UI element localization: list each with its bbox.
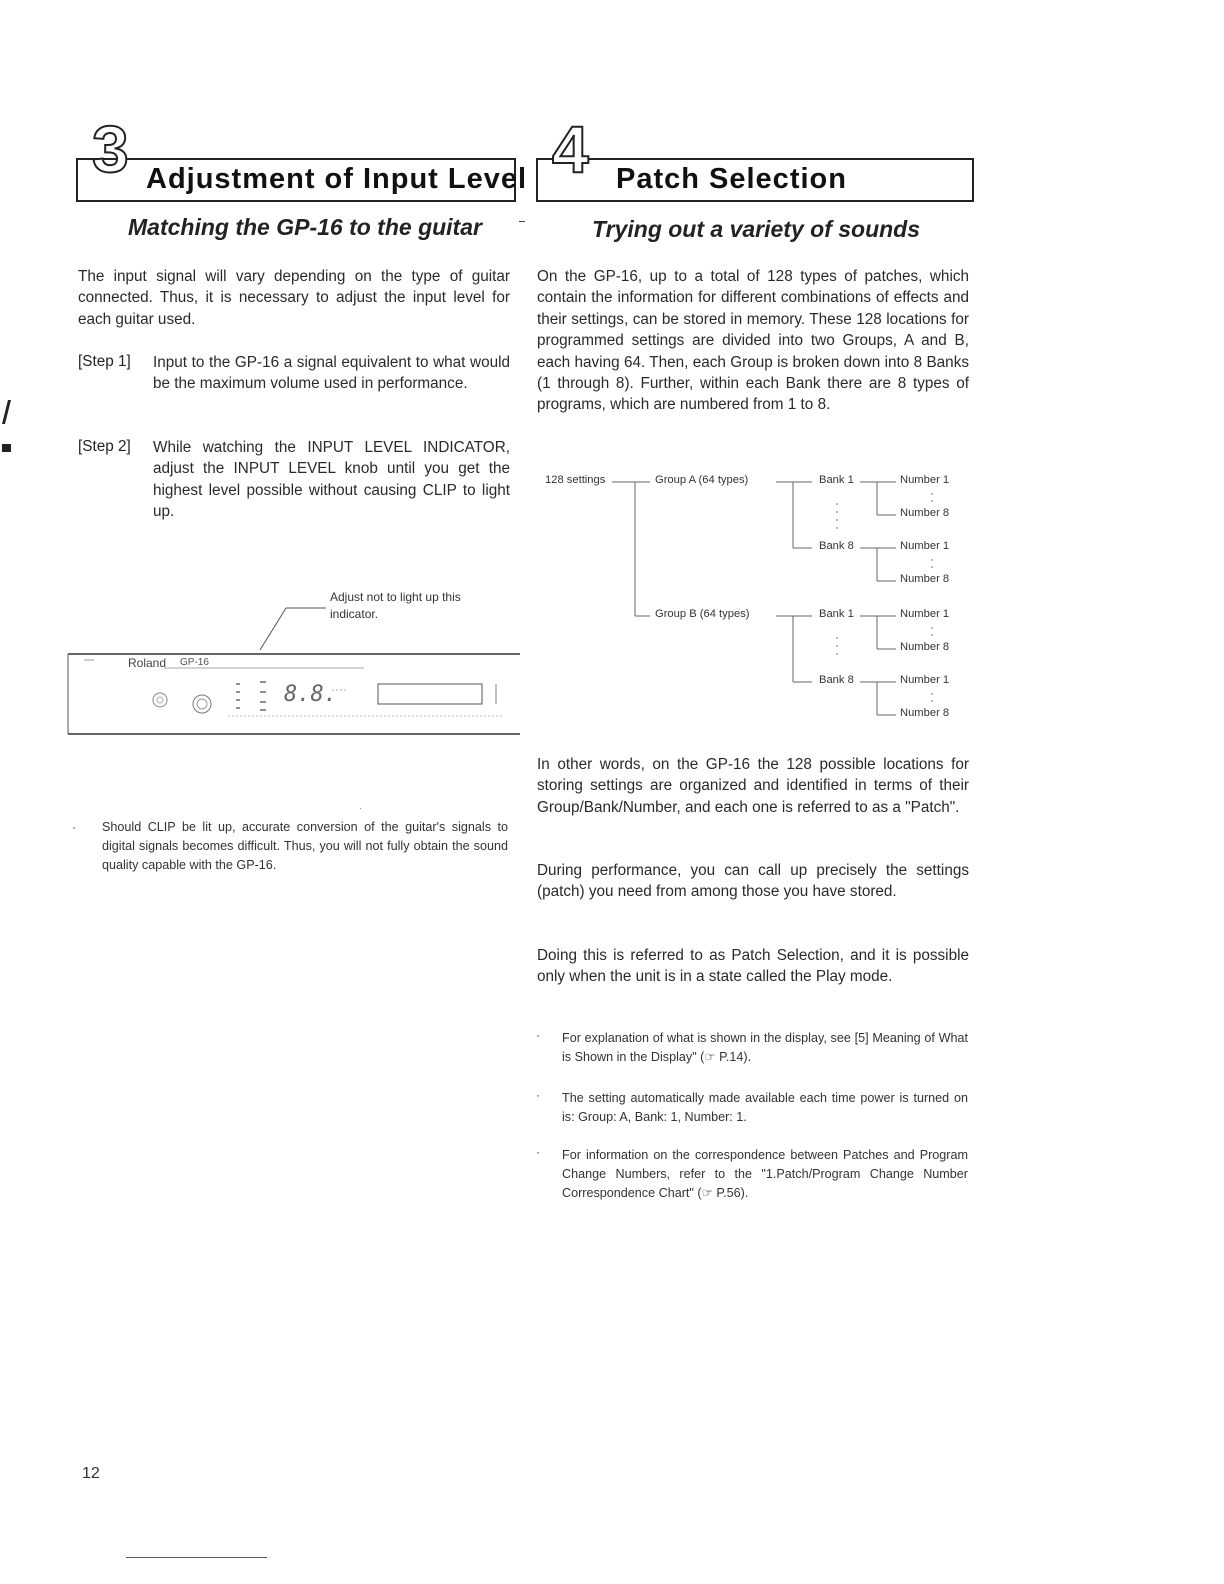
output-knob — [193, 695, 211, 713]
tree-group-a: Group A (64 types) — [655, 474, 749, 486]
margin-block — [2, 444, 11, 452]
note2-bullet: · — [536, 1088, 540, 1102]
section4-para2: In other words, on the GP-16 the 128 possible locations for storing settings are organized and identified in terms of their Group/Bank/Number, and each one is referred to as a "Patch". — [537, 756, 969, 816]
section4-para4: Doing this is referred to as Patch Selection, and it is possible only when the unit is in a state called the Play mode. — [537, 947, 969, 986]
note-separator — [360, 808, 361, 809]
tree-b8-number8: Number 8 — [900, 707, 950, 719]
step1-text: Input to the GP-16 a signal equivalent to what would be the maximum volume used in performance. — [153, 354, 510, 393]
section3-number: 3 — [92, 112, 129, 186]
figure-callout: Adjust not to light up this indicator. — [330, 590, 461, 621]
input-level-indicator — [236, 682, 266, 710]
note1-bullet: · — [536, 1028, 540, 1042]
section4-note3: For information on the correspondence between Patches and Program Change Numbers, refer to the "1.Patch/Program Change Number Correspondence Chart" (☞ P.56). — [562, 1148, 968, 1200]
section4-intro: On the GP-16, up to a total of 128 types of patches, which contain the information for different combinations of effects and their settings, can be stored in memory. These 128 locations for programmed settings are divided into two Groups, A and B, each having 64. Then, each Group is broken down into 8 Banks (1 through 8). Further, within each Bank there are 8 types of programs, which are numbered from 1 to 8. — [537, 268, 969, 414]
tree-a-bank8: Bank 8 — [819, 540, 854, 552]
panel-led-display: 8.8. — [284, 682, 337, 707]
step2-text: While watching the INPUT LEVEL INDICATOR, adjust the INPUT LEVEL knob until you get the highest level possible without causing CLIP to light up. — [153, 439, 510, 521]
note3-bullet: · — [536, 1145, 540, 1159]
tree-b1-number8: Number 8 — [900, 641, 950, 653]
section4-note2: The setting automatically made available each time power is turned on is: Group: A, Bank: 1, Number: 1. — [562, 1091, 968, 1124]
panel-model: GP-16 — [180, 657, 209, 668]
tree-a8-number8: Number 8 — [900, 573, 950, 585]
tree-a-bank1: Bank 1 — [819, 474, 854, 486]
section4-para3: During performance, you can call up precisely the settings (patch) you need from among those you have stored. — [537, 862, 969, 901]
tree-a1-number1: Number 1 — [900, 474, 950, 486]
section3-title: Adjustment of Input Level — [146, 163, 528, 195]
section3-intro: The input signal will vary depending on the type of guitar connected. Thus, it is necessary to adjust the input level for each guitar used. — [78, 268, 510, 328]
margin-mark — [2, 400, 11, 424]
page-number: 12 — [82, 1465, 100, 1482]
section4-title: Patch Selection — [616, 163, 847, 195]
note-bullet: · — [72, 820, 76, 834]
input-level-knob — [153, 693, 167, 707]
tree-b1-number1: Number 1 — [900, 608, 950, 620]
bottom-rule — [126, 1557, 267, 1558]
section4-note1: For explanation of what is shown in the display, see [5] Meaning of What is Shown in the Display" (☞ P.14). — [562, 1031, 968, 1064]
patch-display-window — [378, 684, 482, 704]
step2-label: [Step 2] — [78, 438, 131, 455]
tree-b-bank1: Bank 1 — [819, 608, 854, 620]
section4-number: 4 — [552, 112, 589, 186]
tree-b-bank8: Bank 8 — [819, 674, 854, 686]
section4-subtitle: Trying out a variety of sounds — [592, 216, 921, 242]
header-dash — [519, 221, 525, 222]
tree-group-b: Group B (64 types) — [655, 608, 750, 620]
section3-note: Should CLIP be lit up, accurate conversion of the guitar's signals to digital signals becomes difficult. Thus, you will not fully obtain the sound quality capable with the GP-16. — [102, 820, 508, 872]
tree-a8-number1: Number 1 — [900, 540, 950, 552]
section3-subtitle: Matching the GP-16 to the guitar — [128, 214, 482, 240]
tree-b8-number1: Number 1 — [900, 674, 950, 686]
panel-brand: Roland — [128, 656, 167, 670]
tree-root: 128 settings — [545, 474, 606, 486]
tree-a1-number8: Number 8 — [900, 507, 950, 519]
step1-label: [Step 1] — [78, 353, 131, 370]
